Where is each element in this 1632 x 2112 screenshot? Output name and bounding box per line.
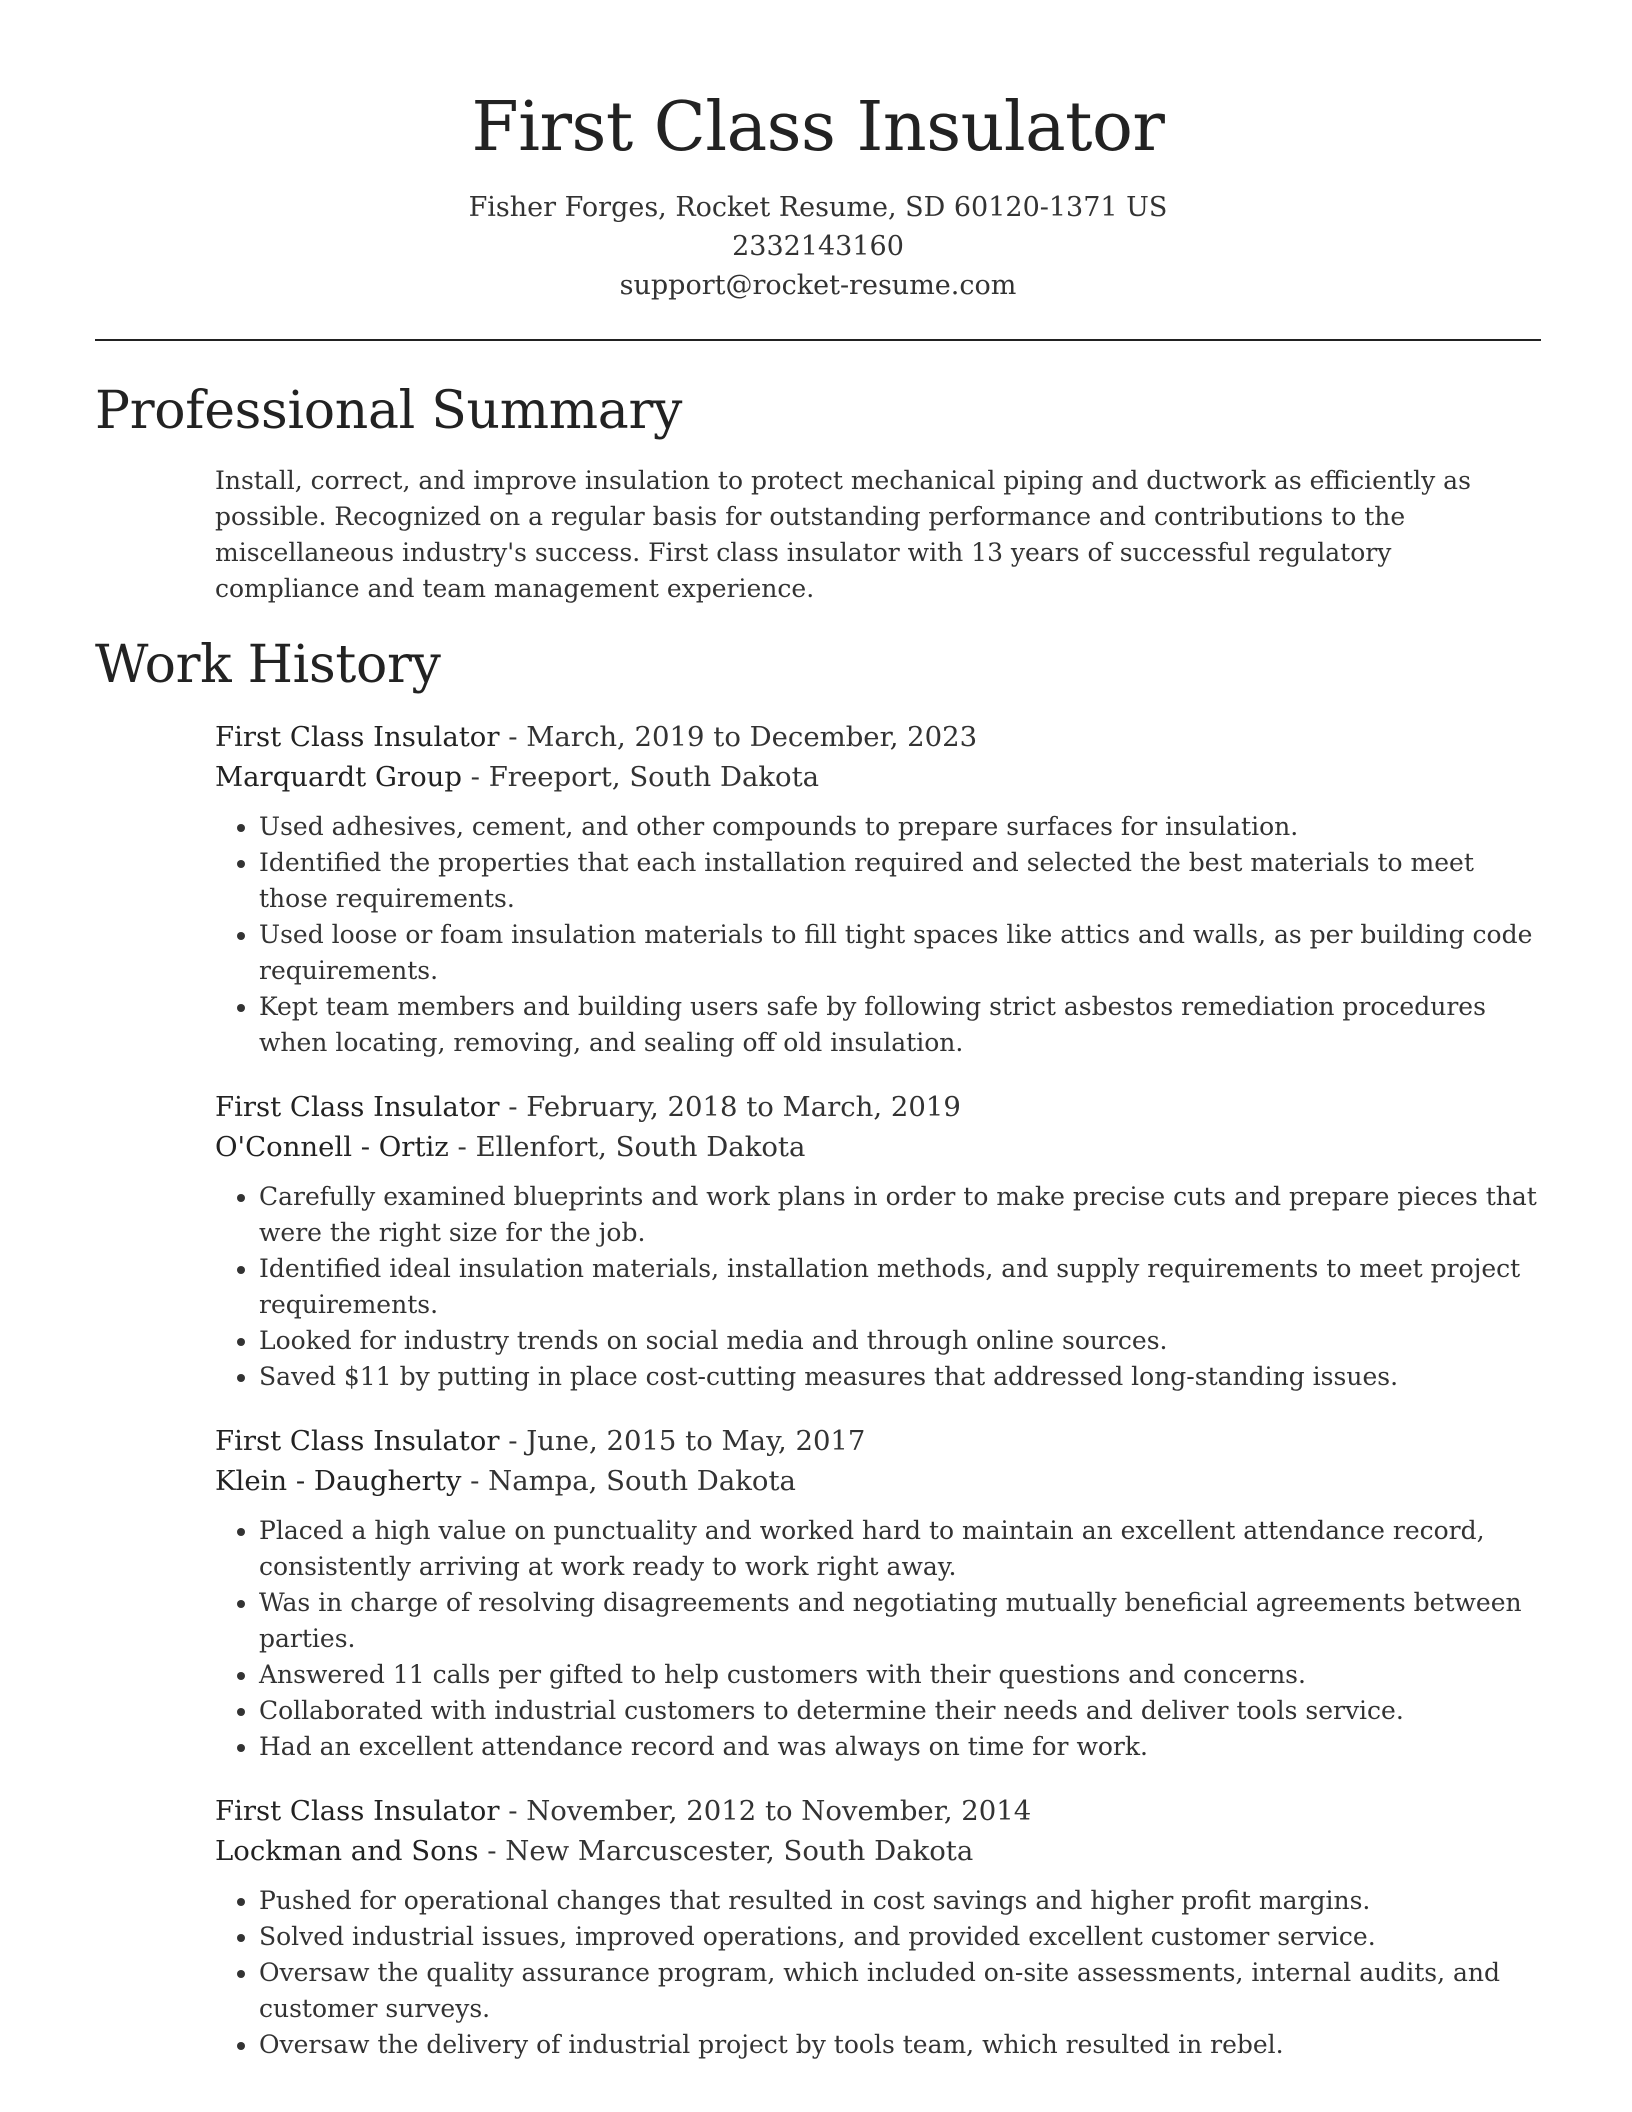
resume-page <box>95 0 1541 2063</box>
job-bullet: • Carefully examined blueprints and work plans in order to make precise cuts and prepare pieces that were the right size for the job. <box>259 1179 1541 1251</box>
job-bullets <box>215 1513 1541 1765</box>
job-company: O'Connell - Ortiz <box>215 1131 449 1163</box>
job-bullet: • Answered 11 calls per gifted to help customers with their questions and concerns. <box>259 1657 1541 1693</box>
job-position: First Class Insulator <box>215 721 500 753</box>
job-bullet: • Had an excellent attendance record and was always on time for work. <box>259 1729 1541 1765</box>
job-bullets <box>215 1179 1541 1395</box>
job-dates: - June, 2015 to May, 2017 <box>499 1425 866 1457</box>
job-position: First Class Insulator <box>215 1091 500 1123</box>
job-bullet: • Solved industrial issues, improved operations, and provided excellent customer service. <box>259 1919 1541 1955</box>
contact-block <box>95 188 1541 305</box>
contact-phone: 2332143160 <box>732 231 904 262</box>
job-company: Marquardt Group <box>215 761 462 793</box>
job-location: - New Marcuscester, South Dakota <box>478 1835 974 1867</box>
job-entry <box>215 1791 1541 2063</box>
job-company: Klein - Daugherty <box>215 1465 462 1497</box>
job-company-line <box>215 1461 1541 1501</box>
job-entry <box>215 1421 1541 1765</box>
work-history-title: Work History <box>95 635 441 695</box>
job-bullet: • Used adhesives, cement, and other compounds to prepare surfaces for insulation. <box>259 809 1541 845</box>
job-company-line <box>215 1831 1541 1871</box>
header-divider <box>95 339 1541 341</box>
job-bullet: • Pushed for operational changes that resulted in cost savings and higher profit margins. <box>259 1883 1541 1919</box>
job-company: Lockman and Sons <box>215 1835 479 1867</box>
job-bullet: • Kept team members and building users safe by following strict asbestos remediation procedures when locating, removing, and sealing off old insulation. <box>259 989 1541 1061</box>
job-title-line <box>215 1087 1541 1127</box>
job-company-line <box>215 1127 1541 1167</box>
contact-address: Fisher Forges, Rocket Resume, SD 60120-1371 US <box>468 192 1168 223</box>
job-bullet: • Identified the properties that each installation required and selected the best materials to meet those requirements. <box>259 845 1541 917</box>
job-bullet: • Identified ideal insulation materials, installation methods, and supply requirements to meet project requirements. <box>259 1251 1541 1323</box>
summary-title: Professional Summary <box>95 381 683 441</box>
job-entry <box>215 1087 1541 1395</box>
job-bullet: • Collaborated with industrial customers to determine their needs and deliver tools service. <box>259 1693 1541 1729</box>
job-bullet: • Oversaw the delivery of industrial project by tools team, which resulted in rebel. <box>259 2027 1541 2063</box>
resume-name: First Class Insulator <box>471 88 1165 167</box>
job-entry <box>215 717 1541 1061</box>
job-title-line <box>215 1421 1541 1461</box>
job-dates: - November, 2012 to November, 2014 <box>499 1795 1032 1827</box>
job-bullets <box>215 1883 1541 2063</box>
summary-text: Install, correct, and improve insulation to protect mechanical piping and ductwork as efficiently as possible. Recognized on a regular basis for outstanding performance and contributions to the miscellaneous industry's success. First class insulator with 13 years of successful regulatory compliance and team management experience. <box>215 466 1471 603</box>
job-title-line <box>215 717 1541 757</box>
job-title-line <box>215 1791 1541 1831</box>
job-location: - Freeport, South Dakota <box>461 761 820 793</box>
job-bullet: • Oversaw the quality assurance program, which included on-site assessments, internal audits, and customer surveys. <box>259 1955 1541 2027</box>
job-dates: - February, 2018 to March, 2019 <box>499 1091 961 1123</box>
job-bullet: • Placed a high value on punctuality and worked hard to maintain an excellent attendance record, consistently arriving at work ready to work right away. <box>259 1513 1541 1585</box>
job-bullet: • Looked for industry trends on social media and through online sources. <box>259 1323 1541 1359</box>
job-bullet: • Saved $11 by putting in place cost-cutting measures that addressed long-standing issues. <box>259 1359 1541 1395</box>
contact-email: support@rocket-resume.com <box>619 270 1017 301</box>
job-bullet: • Was in charge of resolving disagreements and negotiating mutually beneficial agreements between parties. <box>259 1585 1541 1657</box>
job-bullet: • Used loose or foam insulation materials to fill tight spaces like attics and walls, as per building code requirements. <box>259 917 1541 989</box>
job-bullets <box>215 809 1541 1061</box>
job-dates: - March, 2019 to December, 2023 <box>499 721 978 753</box>
job-position: First Class Insulator <box>215 1425 500 1457</box>
job-location: - Nampa, South Dakota <box>461 1465 796 1497</box>
job-location: - Ellenfort, South Dakota <box>448 1131 806 1163</box>
job-company-line <box>215 757 1541 797</box>
job-position: First Class Insulator <box>215 1795 500 1827</box>
